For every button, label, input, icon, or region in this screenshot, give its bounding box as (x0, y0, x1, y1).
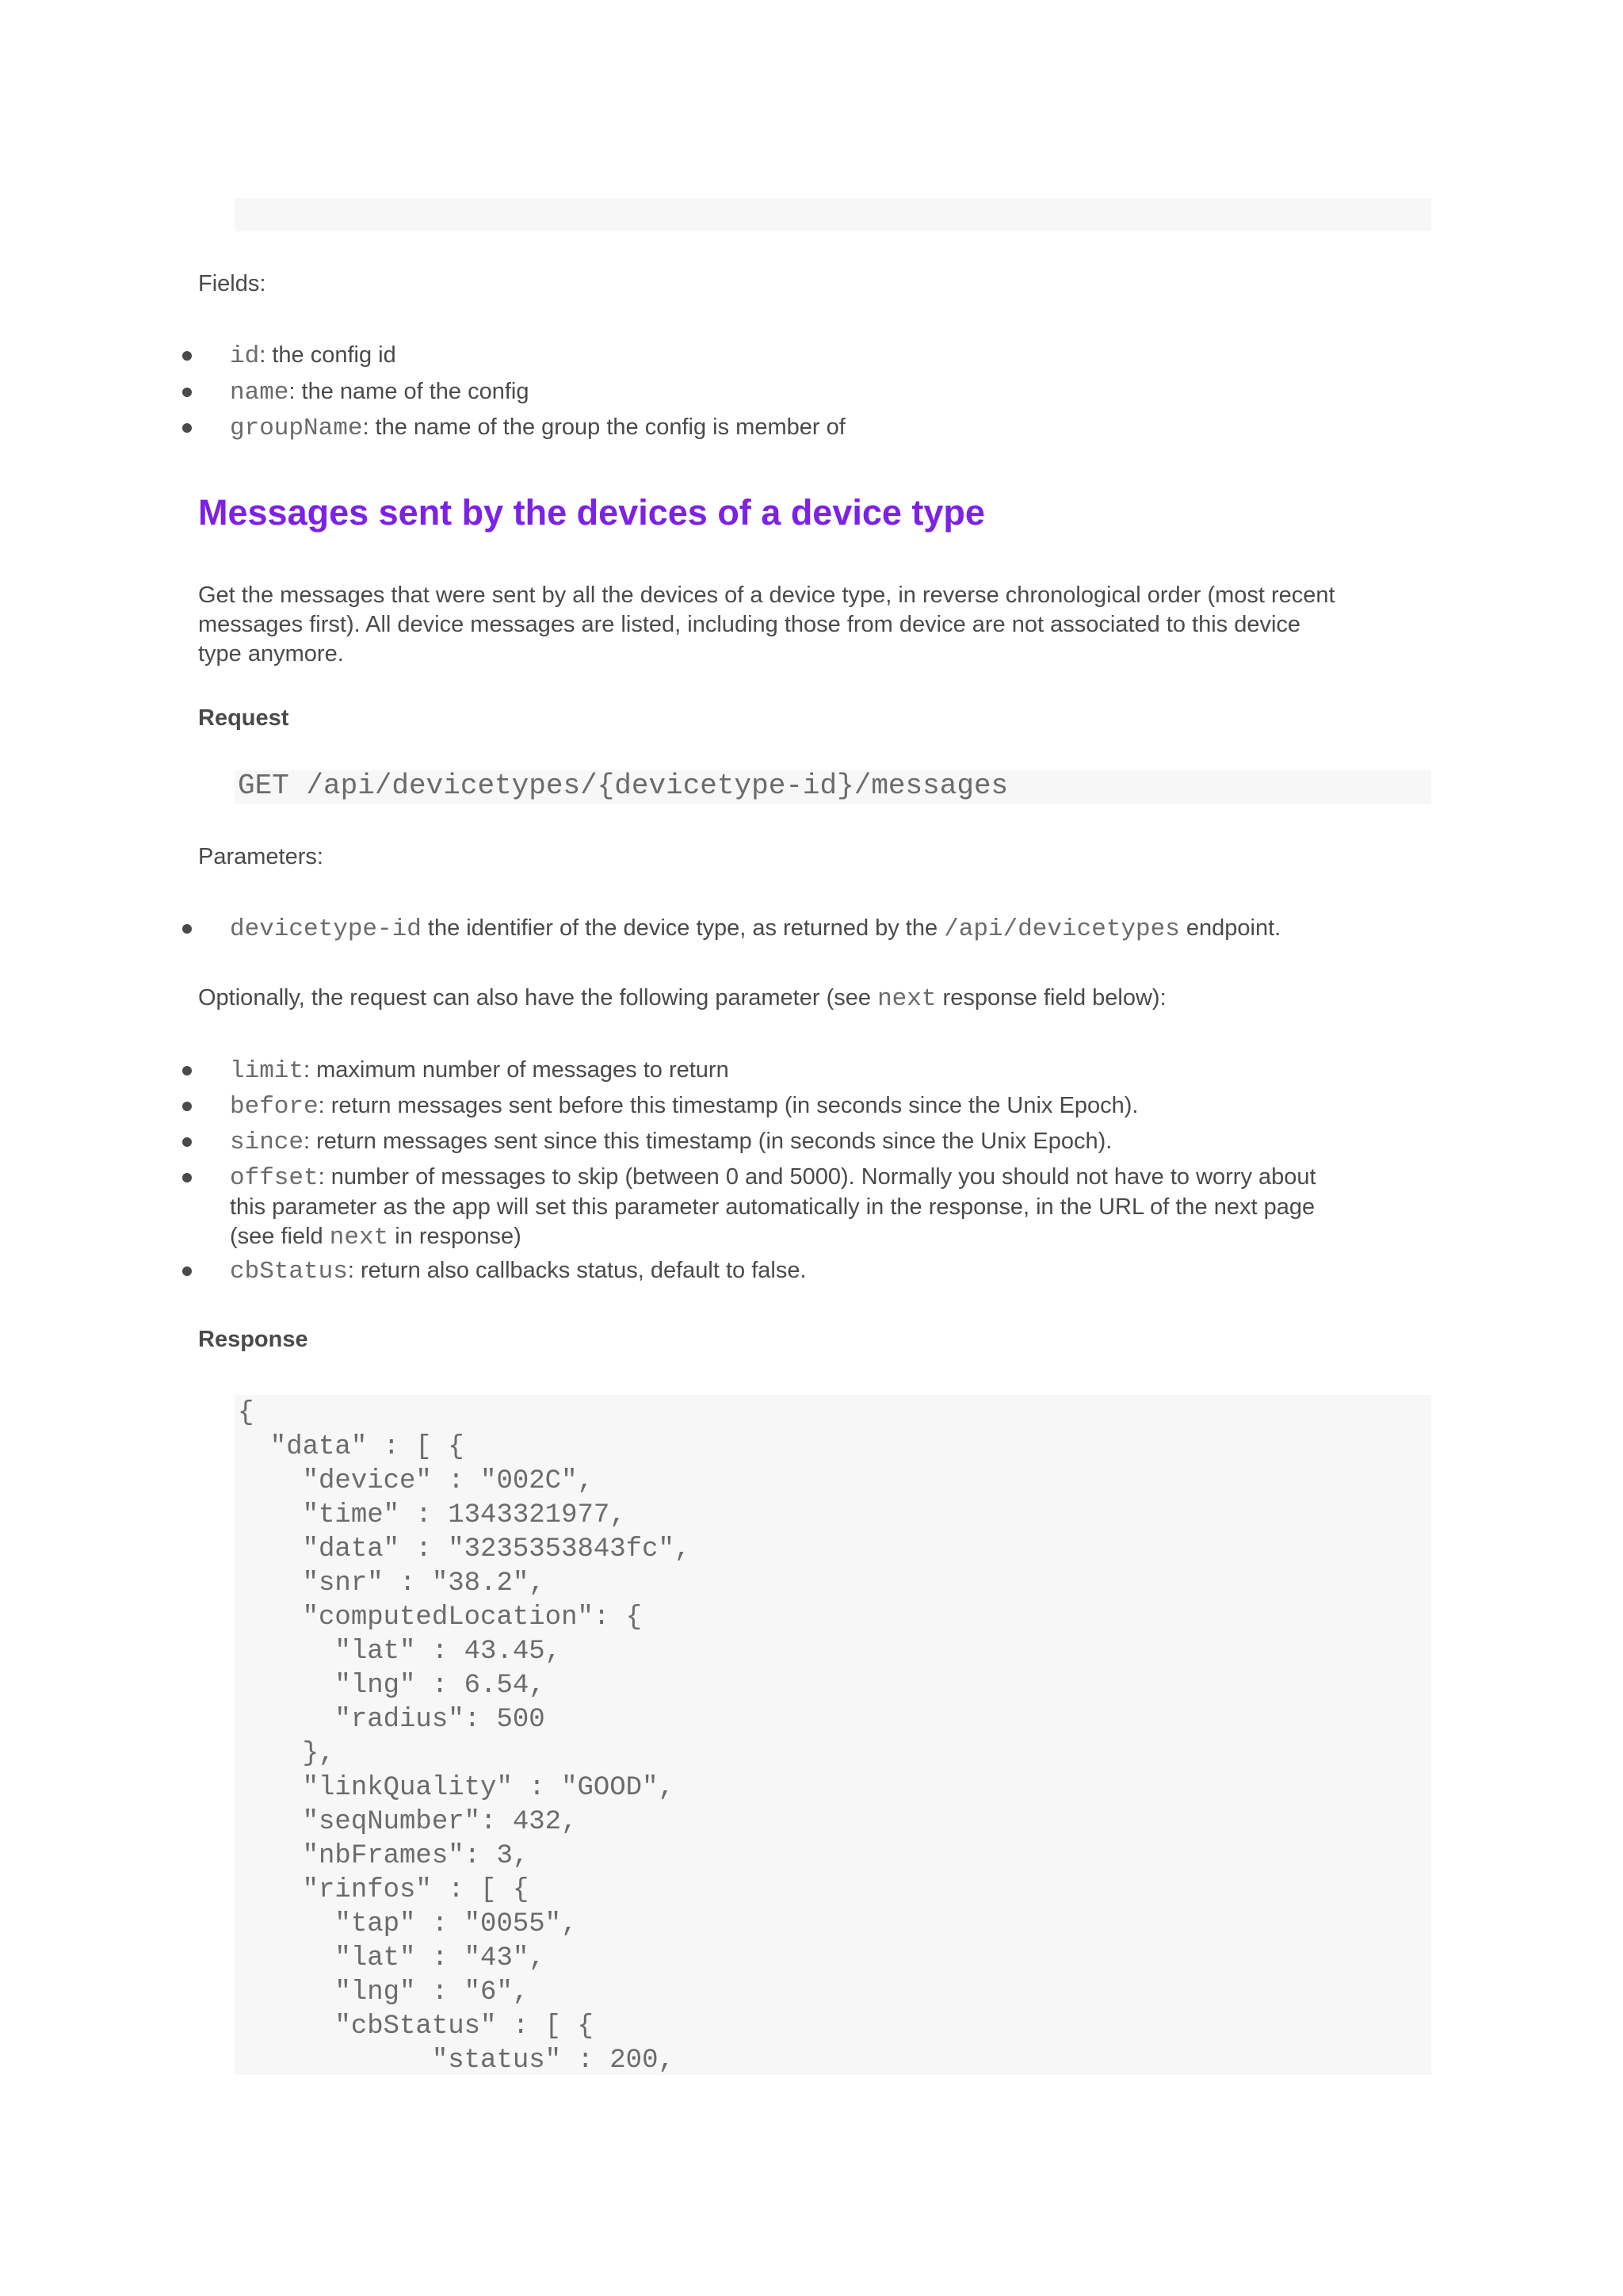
param-code: devicetype-id (230, 915, 422, 943)
code-line: "lat" : 43.45, (238, 1637, 562, 1667)
bullet (182, 924, 192, 934)
code-line: "device" : "002C", (238, 1466, 594, 1496)
request-label: Request (198, 705, 289, 731)
intro-line: messages first). All device messages are listed, including those from device are not associated to this device (198, 612, 1301, 637)
code-line: "nbFrames": 3, (238, 1841, 529, 1871)
param-desc-end: endpoint. (1179, 915, 1281, 941)
section-title: Messages sent by the devices of a device type (198, 492, 985, 533)
code-line: }, (238, 1739, 335, 1769)
param-desc-line3-code: next (329, 1224, 389, 1251)
code-line: "computedLocation": { (238, 1603, 643, 1633)
list-item (230, 1163, 1316, 1252)
field-code: name (230, 379, 289, 407)
response-label: Response (198, 1327, 308, 1352)
param-desc: : return messages sent before this timestamp (in seconds since the Unix Epoch). (318, 1093, 1139, 1118)
param-desc-line3-post: in response) (388, 1224, 521, 1249)
list-item (230, 377, 529, 407)
param-desc: the identifier of the device type, as returned by the (421, 915, 945, 941)
intro-line: Get the messages that were sent by all the devices of a device type, in reverse chronological order (most recent (198, 583, 1335, 608)
field-code: id (230, 342, 260, 370)
intro-line: type anymore. (198, 641, 344, 667)
code-line: "radius": 500 (238, 1705, 545, 1735)
bullet (182, 423, 192, 433)
list-item (230, 1091, 1138, 1121)
param-code: before (230, 1093, 319, 1121)
list-item (230, 413, 846, 443)
field-desc: : the name of the config (288, 379, 529, 404)
param-desc: : number of messages to skip (between 0 and 5000). Normally you should not have to worry about (318, 1164, 1316, 1190)
optional-code: next (877, 985, 937, 1013)
list-item (230, 1056, 729, 1086)
code-line: "snr" : "38.2", (238, 1568, 545, 1599)
list-item (230, 341, 396, 371)
param-code: limit (230, 1057, 304, 1085)
optional-text-end: response field below): (936, 985, 1167, 1010)
code-line: "lat" : "43", (238, 1943, 545, 1973)
param-desc: : return also callbacks status, default to false. (347, 1258, 807, 1283)
bullet (182, 1173, 192, 1182)
bullet (182, 1137, 192, 1147)
code-line: "status" : 200, (238, 2046, 674, 2076)
bullet (182, 351, 192, 361)
param-desc-line3-pre: (see field (230, 1224, 330, 1249)
field-desc: : the name of the group the config is member of (362, 415, 846, 440)
code-line: "data" : "3235353843fc", (238, 1534, 691, 1564)
code-line: "lng" : "6", (238, 1977, 529, 2008)
list-item (230, 914, 1281, 944)
bullet (182, 1066, 192, 1075)
optional-text: Optionally, the request can also have the following parameter (see (198, 985, 878, 1010)
bullet (182, 1266, 192, 1276)
list-item (230, 1256, 807, 1286)
code-line: { (238, 1398, 254, 1428)
code-line: "tap" : "0055", (238, 1909, 578, 1939)
code-line: "seqNumber": 432, (238, 1807, 578, 1837)
optional-sentence (198, 984, 1167, 1014)
code-line: "lng" : 6.54, (238, 1671, 545, 1701)
code-line: "time" : 1343321977, (238, 1500, 626, 1530)
field-desc: : the config id (259, 342, 396, 368)
parameters-label: Parameters: (198, 844, 323, 869)
param-desc: : return messages sent since this timestamp (in seconds since the Unix Epoch). (304, 1129, 1113, 1154)
bullet (182, 1102, 192, 1111)
list-item (230, 1127, 1112, 1157)
bullet (182, 388, 192, 397)
code-line: "linkQuality" : "GOOD", (238, 1773, 674, 1803)
param-code: offset (230, 1164, 319, 1192)
code-line: "cbStatus" : [ { (238, 2011, 594, 2042)
fields-label: Fields: (198, 271, 266, 296)
intro-paragraph (198, 581, 1335, 669)
field-code: groupName (230, 415, 363, 442)
param-desc-line2: this parameter as the app will set this parameter automatically in the response, in the URL of the next page (230, 1194, 1316, 1220)
code-line: "rinfos" : [ { (238, 1875, 529, 1905)
param-desc: : maximum number of messages to return (304, 1057, 729, 1083)
code-line: "data" : [ { (238, 1432, 464, 1462)
param-code: cbStatus (230, 1258, 348, 1286)
param-code: since (230, 1129, 304, 1156)
param-code-endpoint: /api/devicetypes (944, 915, 1180, 943)
code-block-top (235, 198, 1431, 231)
request-code: GET /api/devicetypes/{devicetype-id}/messages (238, 770, 1009, 802)
